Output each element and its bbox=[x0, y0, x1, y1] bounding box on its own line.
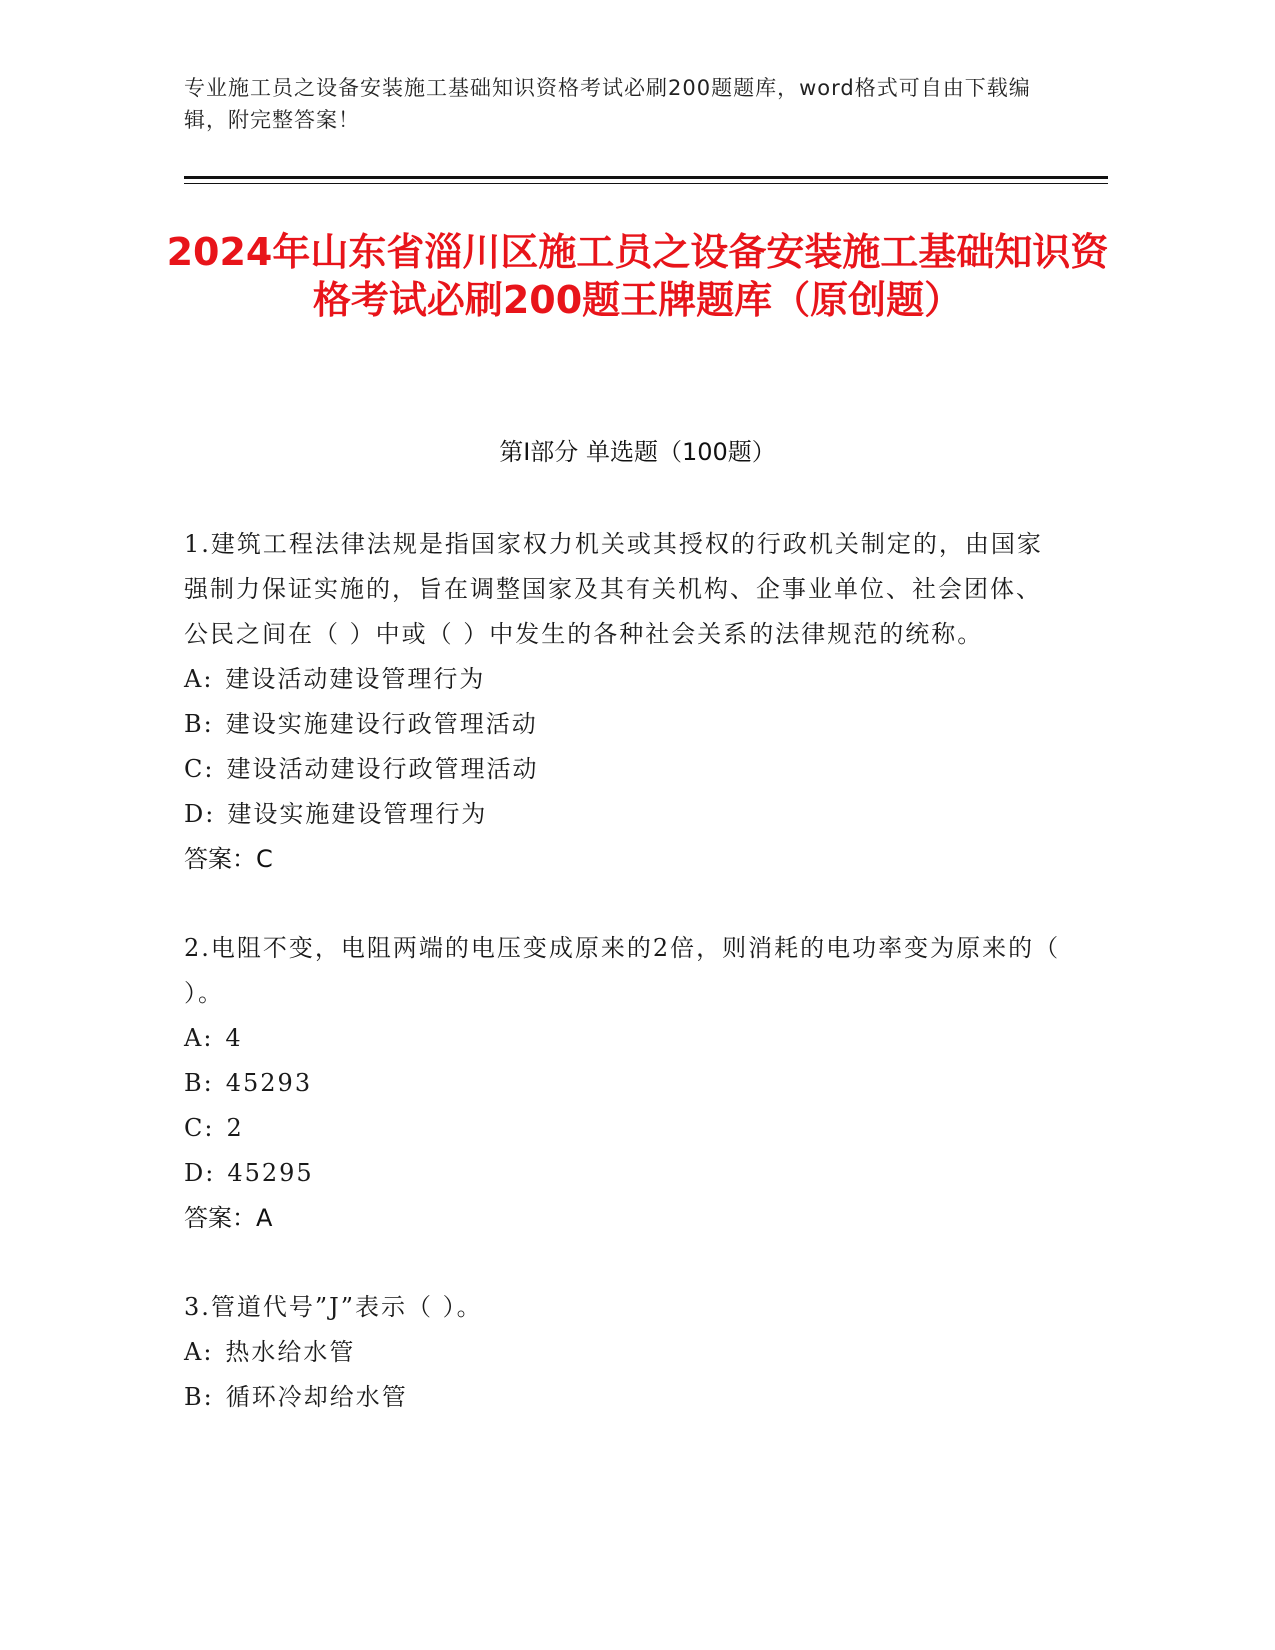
question-stem: 1.建筑工程法律法规是指国家权力机关或其授权的行政机关制定的，由国家强制力保证实施的，旨在调整国家及其有关机构、企事业单位、社会团体、公民之间在（ ）中或（ ）中发生的各种社会关系的法律规范的统称。 bbox=[184, 530, 1043, 648]
option-key: B: bbox=[184, 1069, 214, 1097]
header-divider-thick bbox=[184, 176, 1108, 179]
option-a bbox=[184, 1016, 1064, 1061]
option-key: D: bbox=[184, 1159, 216, 1187]
option-b bbox=[184, 1375, 1064, 1420]
option-key: B: bbox=[184, 710, 214, 738]
option-key: C: bbox=[184, 755, 215, 783]
header-note: 专业施工员之设备安装施工基础知识资格考试必刷200题题库，word格式可自由下载编辑，附完整答案！ bbox=[184, 76, 1031, 132]
option-b bbox=[184, 702, 1064, 747]
option-key: C: bbox=[184, 1114, 215, 1142]
option-c bbox=[184, 1106, 1064, 1151]
question-stem: 3.管道代号”J”表示（ ）。 bbox=[184, 1293, 483, 1321]
option-text: 循环冷却给水管 bbox=[225, 1383, 408, 1411]
option-text: 建设实施建设行政管理活动 bbox=[225, 710, 538, 738]
section-heading: 第I部分 单选题（100题） bbox=[499, 438, 776, 466]
option-text: 45295 bbox=[227, 1159, 314, 1187]
option-text: 建设活动建设管理行为 bbox=[225, 665, 486, 693]
option-key: B: bbox=[184, 1383, 214, 1411]
option-text: 2 bbox=[226, 1114, 244, 1142]
question-3 bbox=[184, 1285, 1064, 1420]
option-key: D: bbox=[184, 800, 216, 828]
option-text: 45293 bbox=[225, 1069, 313, 1097]
question-2 bbox=[184, 926, 1064, 1241]
option-text: 建设实施建设管理行为 bbox=[227, 800, 488, 828]
option-b bbox=[184, 1061, 1064, 1106]
answer-line: 答案：A bbox=[184, 1204, 273, 1232]
question-1 bbox=[184, 522, 1064, 882]
option-text: 4 bbox=[225, 1024, 243, 1052]
option-key: A: bbox=[184, 1338, 214, 1366]
question-stem: 2.电阻不变，电阻两端的电压变成原来的2倍，则消耗的电功率变为原来的（ ）。 bbox=[184, 934, 1061, 1007]
option-text: 建设活动建设行政管理活动 bbox=[226, 755, 539, 783]
option-key: A: bbox=[184, 1024, 214, 1052]
option-d bbox=[184, 792, 1064, 837]
question-list bbox=[184, 522, 1064, 1464]
option-text: 热水给水管 bbox=[225, 1338, 356, 1366]
header-divider-thin bbox=[184, 183, 1108, 184]
answer-line: 答案：C bbox=[184, 845, 273, 873]
option-a bbox=[184, 1330, 1064, 1375]
option-c bbox=[184, 747, 1064, 792]
option-d bbox=[184, 1151, 1064, 1196]
document-title: 2024年山东省淄川区施工员之设备安装施工基础知识资格考试必刷200题王牌题库（原创题） bbox=[166, 230, 1109, 322]
option-key: A: bbox=[184, 665, 214, 693]
option-a bbox=[184, 657, 1064, 702]
